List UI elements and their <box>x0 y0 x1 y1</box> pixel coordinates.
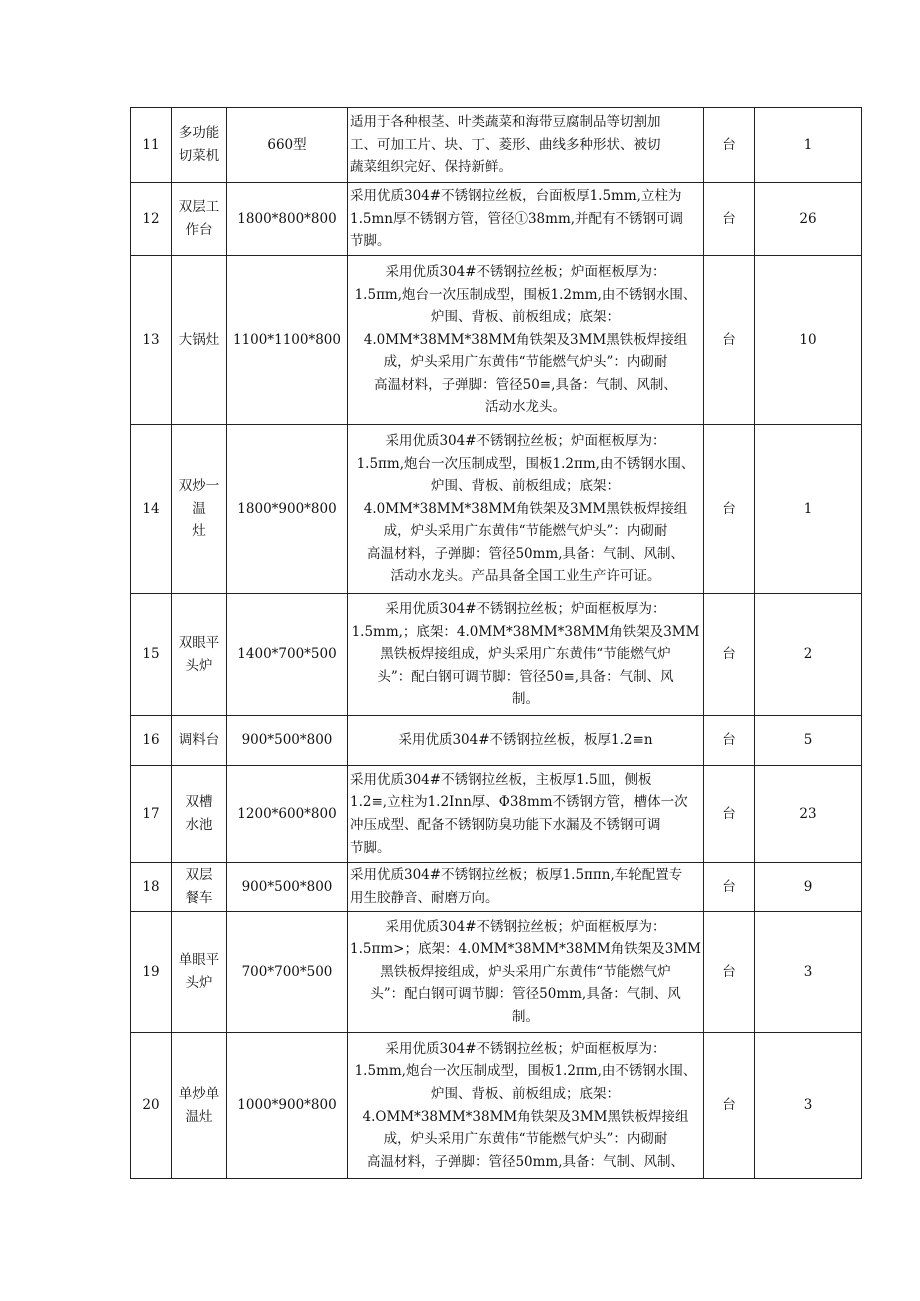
item-quantity: 5 <box>755 716 862 766</box>
item-number: 18 <box>131 863 172 912</box>
item-name: 多功能 切菜机 <box>172 108 227 183</box>
item-number: 17 <box>131 766 172 863</box>
item-description: 采用优质304#不锈钢拉丝板；炉面框板厚为： 1.5mm,；底架：4.0MM*38MM*38MM角铁架及3MM 黑铁板焊接组成，炉头采用广东黄伟“节能燃气炉 头”：配白钢可调节脚：管径50≡,具备：气制、风 制。 <box>348 594 704 716</box>
item-name: 双炒一 温 灶 <box>172 425 227 594</box>
item-model: 1400*700*500 <box>227 594 348 716</box>
item-quantity: 3 <box>755 1033 862 1179</box>
item-description: 采用优质304#不锈钢拉丝板；炉面框板厚为： 1.5πm>；底架：4.0MM*38MM*38MM角铁架及3MM 黑铁板焊接组成，炉头采用广东黄伟“节能燃气炉 头”：配白钢可调节脚：管径50mm,具备：气制、风 制。 <box>348 912 704 1033</box>
item-model: 1200*600*800 <box>227 766 348 863</box>
item-model: 660型 <box>227 108 348 183</box>
item-number: 14 <box>131 425 172 594</box>
item-unit: 台 <box>704 594 755 716</box>
item-quantity: 1 <box>755 108 862 183</box>
item-description: 采用优质304#不锈钢拉丝板；板厚1.5ππn,车轮配置专 用生胶静音、耐磨万向。 <box>348 863 704 912</box>
table-row <box>131 766 862 863</box>
item-name: 单炒单 温灶 <box>172 1033 227 1179</box>
table-row <box>131 912 862 1033</box>
item-number: 13 <box>131 256 172 425</box>
item-number: 15 <box>131 594 172 716</box>
item-model: 1800*800*800 <box>227 183 348 256</box>
item-quantity: 3 <box>755 912 862 1033</box>
table-row <box>131 1033 862 1179</box>
item-model: 700*700*500 <box>227 912 348 1033</box>
item-description: 采用优质304#不锈钢拉丝板；炉面框板厚为： 1.5πm,炮台一次压制成型，围板1.2πm,由不锈钢水围、 炉围、背板、前板组成；底架： 4.0MM*38MM*38MM角铁架及3MM黑铁板焊接组 成，炉头采用广东黄伟“节能燃气炉头”：内砌耐 高温材料，子弹脚：管径50mm,具备：气制、风制、 活动水龙头。产品具备全国工业生产许可证。 <box>348 425 704 594</box>
table-row <box>131 594 862 716</box>
table-row <box>131 716 862 766</box>
table-row <box>131 863 862 912</box>
item-model: 900*500*800 <box>227 716 348 766</box>
item-unit: 台 <box>704 256 755 425</box>
item-unit: 台 <box>704 425 755 594</box>
item-quantity: 23 <box>755 766 862 863</box>
item-unit: 台 <box>704 863 755 912</box>
item-name: 单眼平 头炉 <box>172 912 227 1033</box>
item-model: 1100*1100*800 <box>227 256 348 425</box>
equipment-table <box>130 107 862 1179</box>
item-quantity: 9 <box>755 863 862 912</box>
item-description: 采用优质304#不锈钢拉丝板；炉面框板厚为： 1.5mm,炮台一次压制成型，围板1.2πm,由不锈钢水围、 炉围、背板、前板组成；底架： 4.OMM*38MM*38MM角铁架及3MM黑铁板焊接组 成，炉头采用广东黄伟“节能燃气炉头”：内砌耐 高温材料，子弹脚：管径50mm,具备：气制、风制、 <box>348 1033 704 1179</box>
item-unit: 台 <box>704 716 755 766</box>
item-description: 采用优质304#不锈钢拉丝板，台面板厚1.5mm,立柱为 1.5mn厚不锈钢方管，管径①38mm,并配有不锈钢可调 节脚。 <box>348 183 704 256</box>
item-quantity: 26 <box>755 183 862 256</box>
item-number: 16 <box>131 716 172 766</box>
item-description: 采用优质304#不锈钢拉丝板，主板厚1.5皿，侧板 1.2≡,立柱为1.2Inn厚、Φ38mm不锈钢方管，槽体一次 冲压成型、配备不锈钢防臭功能下水漏及不锈钢可调 节脚。 <box>348 766 704 863</box>
item-model: 900*500*800 <box>227 863 348 912</box>
item-unit: 台 <box>704 108 755 183</box>
item-model: 1000*900*800 <box>227 1033 348 1179</box>
item-description: 采用优质304#不锈钢拉丝板；炉面框板厚为： 1.5πm,炮台一次压制成型，围板1.2mm,由不锈钢水围、 炉围、背板、前板组成；底架： 4.0MM*38MM*38MM角铁架及3MM黑铁板焊接组 成，炉头采用广东黄伟“节能燃气炉头”：内砌耐 高温材料，子弹脚：管径50≡,具备：气制、风制、 活动水龙头。 <box>348 256 704 425</box>
item-name: 双层工 作台 <box>172 183 227 256</box>
item-name: 大锅灶 <box>172 256 227 425</box>
item-name: 双层 餐车 <box>172 863 227 912</box>
item-unit: 台 <box>704 766 755 863</box>
table-row <box>131 108 862 183</box>
table-row <box>131 256 862 425</box>
item-model: 1800*900*800 <box>227 425 348 594</box>
item-unit: 台 <box>704 183 755 256</box>
item-name: 双眼平 头炉 <box>172 594 227 716</box>
item-unit: 台 <box>704 1033 755 1179</box>
item-number: 20 <box>131 1033 172 1179</box>
item-number: 11 <box>131 108 172 183</box>
item-quantity: 1 <box>755 425 862 594</box>
table-row <box>131 183 862 256</box>
item-name: 双槽 水池 <box>172 766 227 863</box>
item-name: 调料台 <box>172 716 227 766</box>
item-unit: 台 <box>704 912 755 1033</box>
item-number: 12 <box>131 183 172 256</box>
item-description: 采用优质304#不锈钢拉丝板，板厚1.2≡n <box>348 716 704 766</box>
table-row <box>131 425 862 594</box>
item-number: 19 <box>131 912 172 1033</box>
item-quantity: 10 <box>755 256 862 425</box>
item-description: 适用于各种根茎、叶类蔬菜和海带豆腐制品等切割加 工、可加工片、块、丁、菱形、曲线多种形状、被切 蔬菜组织完好、保持新鲜。 <box>348 108 704 183</box>
item-quantity: 2 <box>755 594 862 716</box>
